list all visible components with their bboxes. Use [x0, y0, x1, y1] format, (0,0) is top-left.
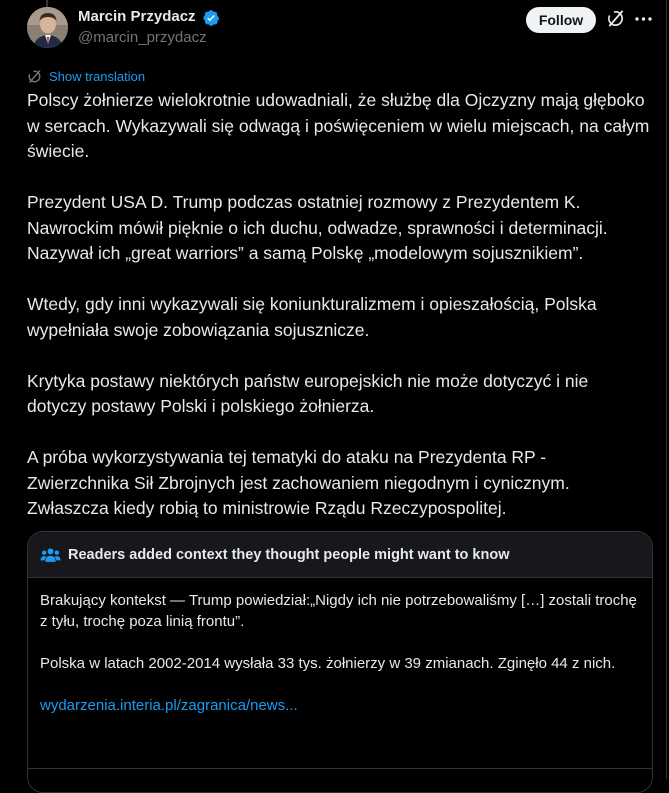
community-note-title: Readers added context they thought people might want to know: [68, 546, 510, 563]
community-note-header: [28, 532, 652, 578]
note-divider: [28, 768, 652, 769]
post-paragraph: Prezydent USA D. Trump podczas ostatniej rozmowy z Prezydentem K. Nawrockim mówił pięknie o ich duchu, odwadze, sprawności i determinacji. Nazywał ich „great warriors” a samą Polskę „modelowym sojusznikiem”.: [27, 192, 608, 263]
author-name[interactable]: Marcin Przydacz: [78, 8, 196, 25]
translate-icon: [27, 69, 42, 84]
author-handle[interactable]: @marcin_przydacz: [78, 29, 207, 46]
verified-badge-icon: [202, 9, 220, 27]
community-note-body: [28, 578, 652, 716]
community-note: [27, 531, 653, 793]
show-translation[interactable]: [27, 67, 145, 85]
more-icon[interactable]: [635, 17, 652, 21]
post-paragraph: Wtedy, gdy inni wykazywali się koniunkturalizmem i opieszałością, Polska wypełniała swoje zobowiązania sojusznicze.: [27, 294, 597, 340]
follow-button[interactable]: Follow: [526, 7, 596, 33]
show-translation-link[interactable]: Show translation: [49, 68, 146, 84]
post-paragraph: Krytyka postawy niektórych państw europejskich nie może dotyczyć i nie dotyczy postawy Polski i polskiego żołnierza.: [27, 370, 589, 416]
note-paragraph: Polska w latach 2002-2014 wysłała 33 tys. żołnierzy w 39 zmianach. Zginęło 44 z nich.: [40, 655, 616, 672]
people-icon: [40, 547, 61, 563]
grok-icon[interactable]: [606, 9, 625, 28]
note-paragraph: Brakujący kontekst — Trump powiedział:„Nigdy ich nie potrzebowaliśmy […] zostali trochę z tyłu, trochę poza linią frontu”.: [40, 592, 637, 630]
post-text: [27, 88, 652, 522]
post-paragraph: Polscy żołnierze wielokrotnie udowadniali, że służbę dla Ojczyzny mają głęboko w sercach. Wykazywali się odwagą i poświęceniem w wielu miejscach, na całym świecie.: [27, 90, 650, 161]
avatar[interactable]: [27, 7, 68, 48]
post-paragraph: A próba wykorzystywania tej tematyki do ataku na Prezydenta RP - Zwierzchnika Sił Zbrojnych jest zachowaniem niegodnym i cynicznym. Zwłaszcza kiedy robią to ministrowie Rządu Rzeczypospolitej.: [27, 447, 570, 518]
note-source-link[interactable]: wydarzenia.interia.pl/zagranica/news...: [40, 697, 298, 714]
